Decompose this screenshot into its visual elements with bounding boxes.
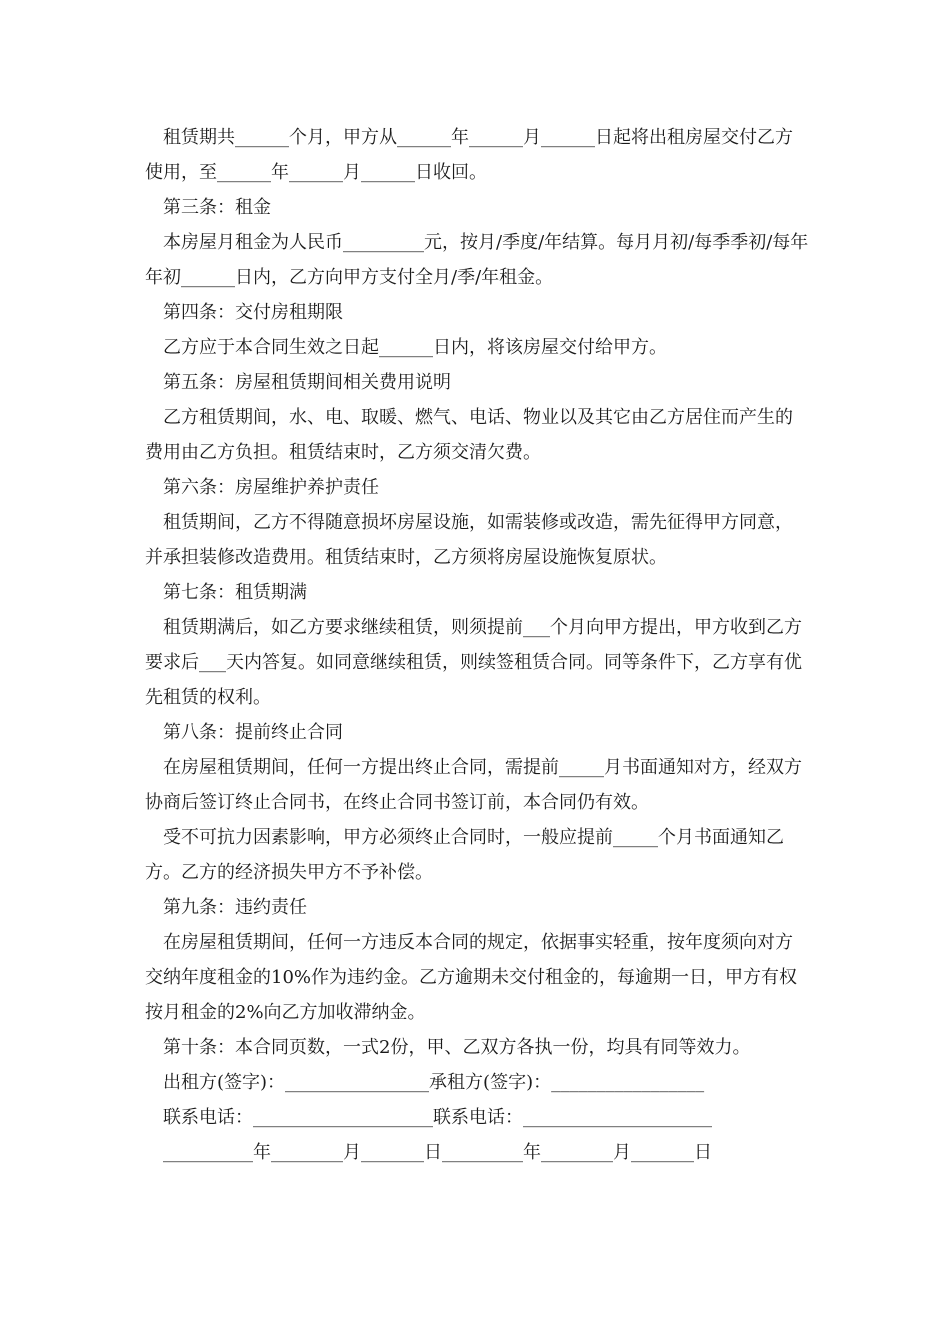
article-8-heading: 第八条：提前终止合同 — [163, 722, 343, 743]
phone-line: 联系电话：____________________联系电话：_____________________ — [163, 1107, 712, 1128]
article-3-text: 本房屋月租金为人民币_________元，按月/季度/年结算。每月月初/每季季初/每年年初______日内，乙方向甲方支付全月/季/年租金。 — [145, 232, 809, 288]
article-9-text: 在房屋租赁期间，任何一方违反本合同的规定，依据事实轻重，按年度须向对方交纳年度租金的10%作为违约金。乙方逾期未交付租金的，每逾期一日，甲方有权按月租金的2%向乙方加收滞纳金。 — [145, 932, 798, 1023]
article-6-text: 租赁期间，乙方不得随意损坏房屋设施，如需装修或改造，需先征得甲方同意，并承担装修改造费用。租赁结束时，乙方须将房屋设施恢复原状。 — [145, 512, 793, 568]
article-4-text: 乙方应于本合同生效之日起______日内，将该房屋交付给甲方。 — [163, 337, 667, 358]
article-5-heading: 第五条：房屋租赁期间相关费用说明 — [163, 372, 451, 393]
article-4-heading: 第四条：交付房租期限 — [163, 302, 343, 323]
article-7-heading: 第七条：租赁期满 — [163, 582, 307, 603]
signature-line: 出租方(签字)：________________承租方(签字)：_________________ — [163, 1072, 705, 1093]
date-line: __________年________月_______日_________年________月_______日 — [163, 1142, 712, 1163]
article-8-force-majeure: 受不可抗力因素影响，甲方必须终止合同时，一般应提前_____个月书面通知乙方。乙方的经济损失甲方不予补偿。 — [145, 827, 784, 883]
article-9-heading: 第九条：违约责任 — [163, 897, 307, 918]
clause-lease-term: 租赁期共______个月，甲方从______年______月______日起将出租房屋交付乙方使用，至______年______月______日收回。 — [145, 127, 793, 183]
article-10-text: 第十条：本合同页数，一式2份，甲、乙双方各执一份，均具有同等效力。 — [163, 1037, 751, 1058]
article-5-text: 乙方租赁期间，水、电、取暖、燃气、电话、物业以及其它由乙方居住而产生的费用由乙方负担。租赁结束时，乙方须交清欠费。 — [145, 407, 793, 463]
article-8-text: 在房屋租赁期间，任何一方提出终止合同，需提前_____月书面通知对方，经双方协商后签订终止合同书，在终止合同书签订前，本合同仍有效。 — [145, 757, 802, 813]
article-6-heading: 第六条：房屋维护养护责任 — [163, 477, 379, 498]
article-3-heading: 第三条：租金 — [163, 197, 271, 218]
contract-body — [145, 120, 810, 1170]
article-7-text: 租赁期满后，如乙方要求继续租赁，则须提前___个月向甲方提出，甲方收到乙方要求后___天内答复。如同意继续租赁，则续签租赁合同。同等条件下，乙方享有优先租赁的权利。 — [145, 617, 802, 708]
